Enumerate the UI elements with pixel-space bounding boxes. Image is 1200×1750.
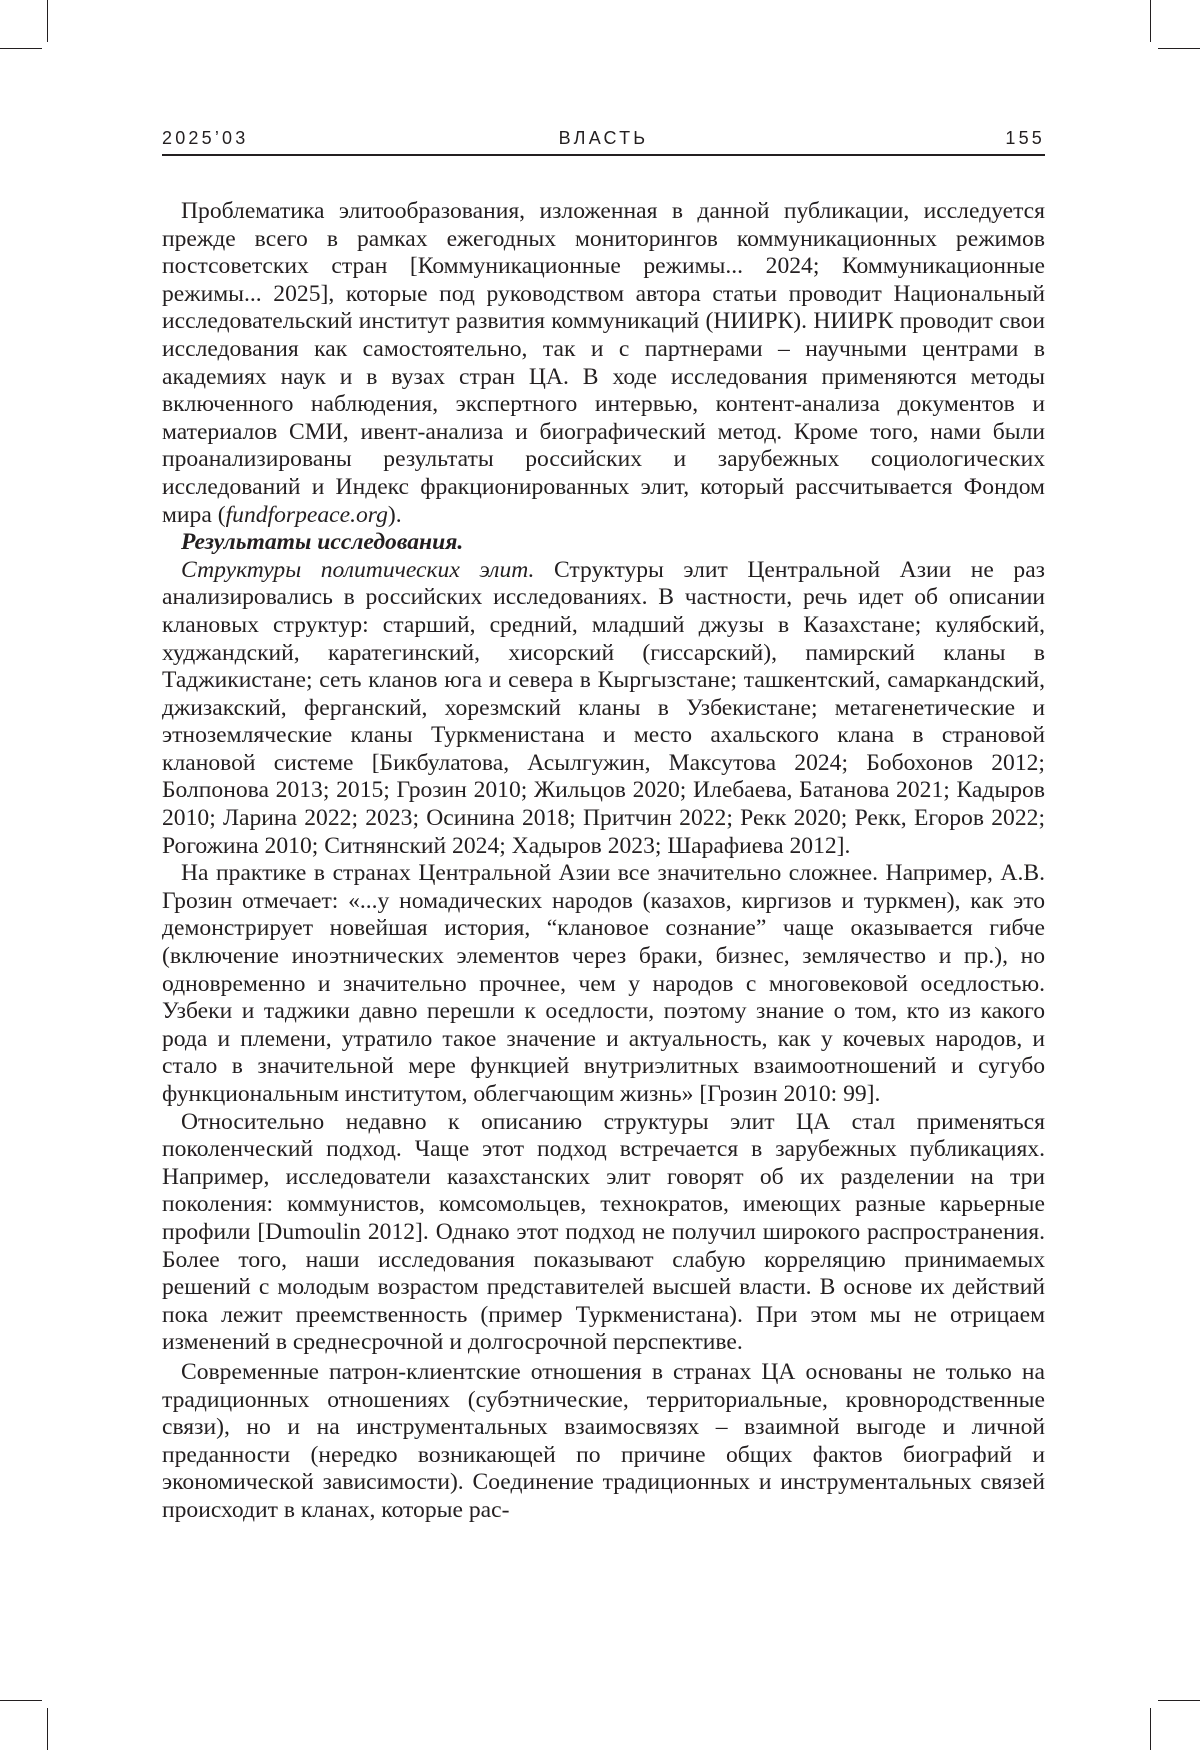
running-head — [162, 126, 1045, 156]
crop-mark — [1150, 0, 1151, 42]
crop-mark — [47, 1708, 48, 1750]
section-heading: Результаты исследования. — [181, 529, 463, 555]
paragraph: На практике в странах Центральной Азии все значительно сложнее. Например, А.В. Грозин отмечает: «...у номадических народов (казахов, киргизов и туркмен), как это демонстрирует новейшая история, “клановое сознание” чаще оказывается гибче (включение иноэтнических элементов через браки, бизнес, землячество и пр.), но одновременно и значительно прочнее, чем у народов с многовековой оседлостью. Узбеки и таджики давно перешли к оседлости, поэтому знание о том, кто из какого рода и племени, утратило такое значение и актуальность, как у кочевых народов, и стало в значительной мере функцией внутриэлитных взаимоотношений и сугубо функциональным институтом, облегчающим жизнь» [Грозин 2010: 99]. — [162, 860, 1045, 1108]
paragraph-text: Структуры элит Центральной Азии не раз анализировались в российских исследованиях. В частности, речь идет об описании клановых структур: старший, средний, младший джузы в Казахстане; кулябский, худжандский, каратегинский, хисорский (гиссарский), памирский кланы в Таджикистане; сеть кланов юга и севера в Кыргызстане; ташкентский, самаркандский, джизакский, ферганский, хорезмский кланы в Узбекистане; метагенетические и этноземляческие кланы Туркменистана и место ахальского клана в страновой клановой системе [Бикбулатова, Асылгужин, Максутова 2024; Бобохонов 2012; Болпонова 2013; 2015; Грозин 2010; Жильцов 2020; Илебаева, Батанова 2021; Кадыров 2010; Ларина 2022; 2023; Осинина 2018; Притчин 2022; Рекк 2020; Рекк, Егоров 2022; Рогожина 2010; Ситнянский 2024; Хадыров 2023; Шарафиева 2012]. — [162, 557, 1045, 859]
paragraph-text: ). — [388, 502, 402, 528]
subsection-lead: Структуры политических элит. — [181, 557, 534, 583]
crop-mark — [0, 48, 42, 49]
crop-mark — [1158, 48, 1200, 49]
crop-mark — [1158, 1700, 1200, 1701]
page-number: 155 — [1005, 126, 1045, 150]
paragraph — [162, 557, 1045, 861]
paragraph-text: Проблематика элитообразования, изложенная в данной публикации, исследуется прежде всего в рамках ежегодных мониторингов коммуникационных режимов постсоветских стран [Коммуникационные режимы... 2024; Коммуникационные режимы... 2025], которые под руководством автора статьи проводит Национальный исследовательский институт развития коммуникаций (НИИРК). НИИРК проводит свои исследования как самостоятельно, так и с партнерами – научными центрами в академиях наук и в вузах стран ЦА. В ходе исследования применяются методы включенного наблюдения, экспертного интервью, контент-анализа документов и материалов СМИ, ивент-анализа и биографический метод. Кроме того, нами были проанализированы результаты российских и зарубежных социологических исследований и Индекс фракционированных элит, который рассчитывается Фондом мира ( — [162, 198, 1045, 528]
paragraph — [162, 529, 1045, 557]
crop-mark — [47, 0, 48, 42]
article-body — [162, 198, 1045, 1525]
website-reference: fundforpeace.org — [226, 502, 388, 528]
paragraph — [162, 198, 1045, 529]
journal-title: ВЛАСТЬ — [162, 126, 1045, 150]
crop-mark — [1150, 1708, 1151, 1750]
paragraph: Современные патрон-клиентские отношения в странах ЦА основаны не только на традиционных отношениях (субэтнические, территориальные, кровнородственные связи), но и на инструментальных взаимосвязях – взаимной выгоде и личной преданности (нередко возникающей по причине общих фактов биографий и экономической зависимости). Соединение традиционных и инструментальных связей происходит в кланах, которые рас- — [162, 1359, 1045, 1525]
issue-label: 2025’03 — [162, 126, 248, 150]
crop-mark — [0, 1700, 42, 1701]
paragraph: Относительно недавно к описанию структуры элит ЦА стал применяться поколенческий подход. Чаще этот подход встречается в зарубежных публикациях. Например, исследователи казахстанских элит говорят об их разделении на три поколения: коммунистов, комсомольцев, технократов, имеющих разные карьерные профили [Dumoulin 2012]. Однако этот подход не получил широкого распространения. Более того, наши исследования показывают слабую корреляцию принимаемых решений с молодым возрастом представителей высшей власти. В основе их действий пока лежит преемственность (пример Туркменистана). При этом мы не отрицаем изменений в среднесрочной и долгосрочной перспективе. — [162, 1109, 1045, 1357]
